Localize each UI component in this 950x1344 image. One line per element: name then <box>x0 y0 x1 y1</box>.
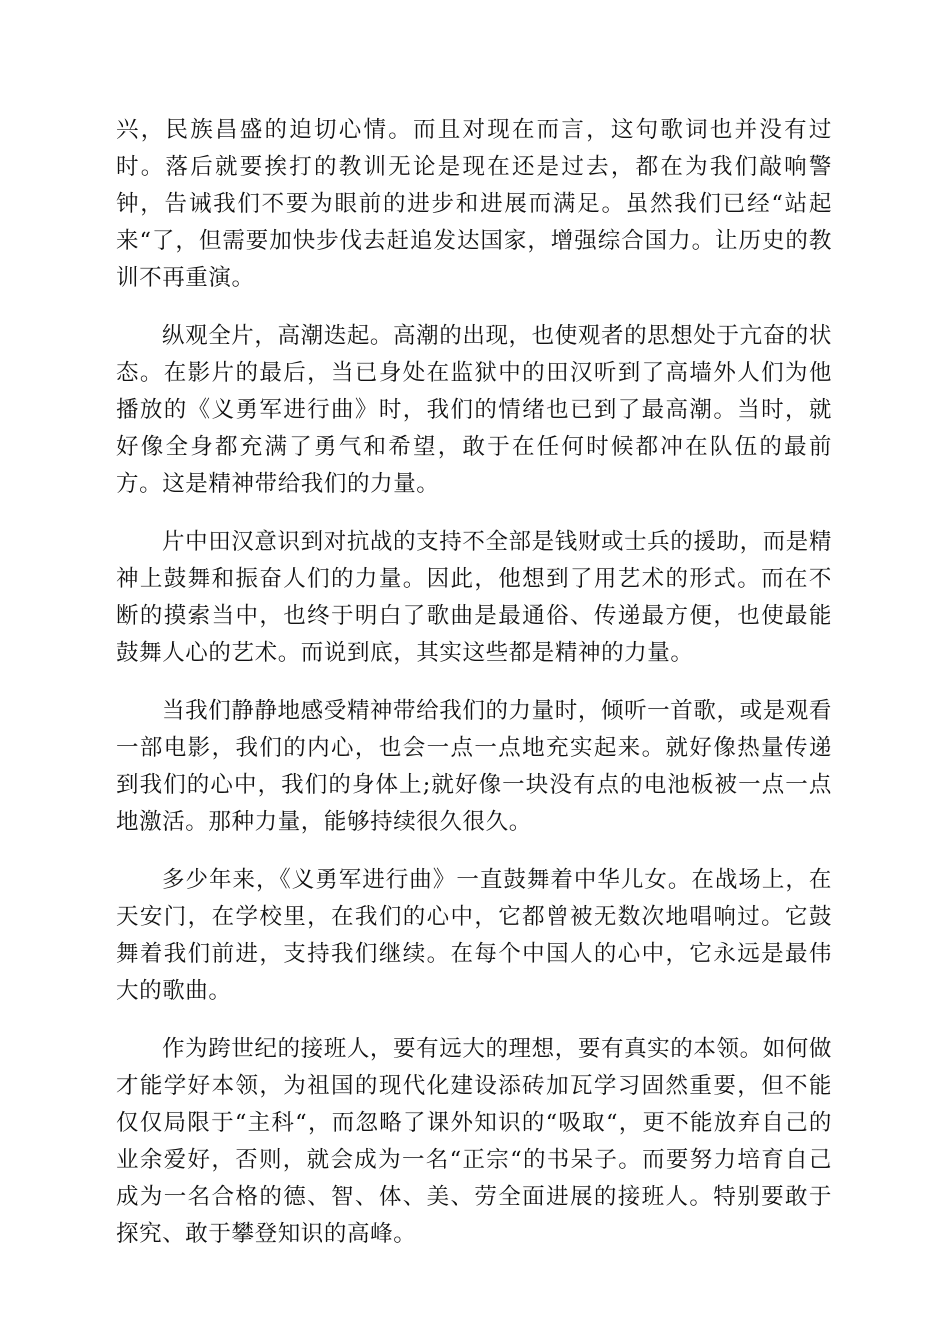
paragraph-5: 多少年来，《义勇军进行曲》一直鼓舞着中华儿女。在战场上，在天安门，在学校里，在我们的心中，它都曾被无数次地唱响过。它鼓舞着我们前进，支持我们继续。在每个中国人的心中，它永远是最伟大的歌曲。 <box>116 867 832 1004</box>
document-body <box>116 112 832 1274</box>
paragraph-4: 当我们静静地感受精神带给我们的力量时，倾听一首歌，或是观看一部电影，我们的内心，也会一点一点地充实起来。就好像热量传递到我们的心中，我们的身体上;就好像一块没有点的电池板被一点一点地激活。那种力量，能够持续很久很久。 <box>116 698 832 835</box>
paragraph-1: 兴，民族昌盛的迫切心情。而且对现在而言，这句歌词也并没有过时。落后就要挨打的教训无论是现在还是过去，都在为我们敲响警钟，告诫我们不要为眼前的进步和进展而满足。虽然我们已经“站起来“了，但需要加快步伐去赶追发达国家，增强综合国力。让历史的教训不再重演。 <box>116 117 832 291</box>
paragraph-6: 作为跨世纪的接班人，要有远大的理想，要有真实的本领。如何做才能学好本领，为祖国的现代化建设添砖加瓦学习固然重要，但不能仅仅局限于“主科“，而忽略了课外知识的“吸取“，更不能放弃自己的业余爱好，否则，就会成为一名“正宗“的书呆子。而要努力培育自己成为一名合格的德、智、体、美、劳全面进展的接班人。特别要敢于探究、敢于攀登知识的高峰。 <box>116 1036 832 1247</box>
paragraph-3: 片中田汉意识到对抗战的支持不全部是钱财或士兵的援助，而是精神上鼓舞和振奋人们的力量。因此，他想到了用艺术的形式。而在不断的摸索当中，也终于明白了歌曲是最通俗、传递最方便，也使最能鼓舞人心的艺术。而说到底，其实这些都是精神的力量。 <box>116 529 832 666</box>
paragraph-2: 纵观全片，高潮迭起。高潮的出现，也使观者的思想处于亢奋的状态。在影片的最后，当已身处在监狱中的田汉听到了高墙外人们为他播放的《义勇军进行曲》时，我们的情绪也已到了最高潮。当时，就好像全身都充满了勇气和希望，敢于在任何时候都冲在队伍的最前方。这是精神带给我们的力量。 <box>116 323 832 497</box>
